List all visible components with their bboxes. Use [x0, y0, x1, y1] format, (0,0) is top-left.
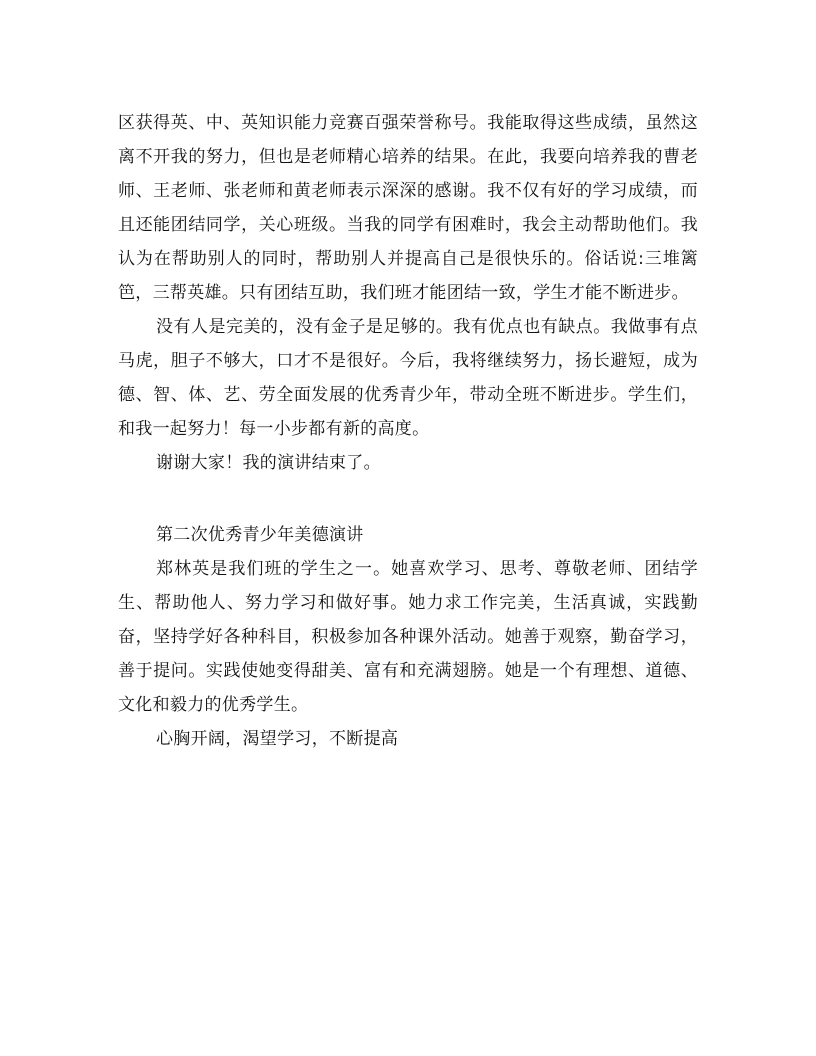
paragraph-closing: 谢谢大家！我的演讲结束了。 [156, 453, 381, 473]
document-body [118, 106, 698, 756]
paragraph-self-reflection: 没有人是完美的，没有金子是足够的。我有优点也有缺点。我做事有点马虎，胆子不够大，口才不是很好。今后，我将继续努力，扬长避短，成为德、智、体、艺、劳全面发展的优秀青少年，带动全班不断进步。学生们，和我一起努力！每一小步都有新的高度。 [118, 317, 698, 439]
paragraph-continuation: 区获得英、中、英知识能力竞赛百强荣誉称号。我能取得这些成绩，虽然这离不开我的努力，但也是老师精心培养的结果。在此，我要向培养我的曹老师、王老师、张老师和黄老师表示深深的感谢。我不仅有好的学习成绩，而且还能团结同学，关心班级。当我的同学有困难时，我会主动帮助他们。我认为在帮助别人的同时，帮助别人并提高自己是很快乐的。俗话说:三堆篱笆，三帮英雄。只有团结互助，我们班才能团结一致，学生才能不断进步。 [118, 113, 698, 303]
section-spacer [118, 480, 698, 518]
paragraph-student-intro: 郑林英是我们班的学生之一。她喜欢学习、思考、尊敬老师、团结学生、帮助他人、努力学习和做好事。她力求工作完美，生活真诚，实践勤奋，坚持学好各种科目，积极参加各种课外活动。她善于观察，勤奋学习，善于提问。实践使她变得甜美、富有和充满翅膀。她是一个有理想、道德、文化和毅力的优秀学生。 [118, 559, 698, 715]
paragraph-fragment: 心胸开阔，渴望学习，不断提高 [156, 729, 399, 749]
section-title: 第二次优秀青少年美德演讲 [156, 525, 364, 545]
